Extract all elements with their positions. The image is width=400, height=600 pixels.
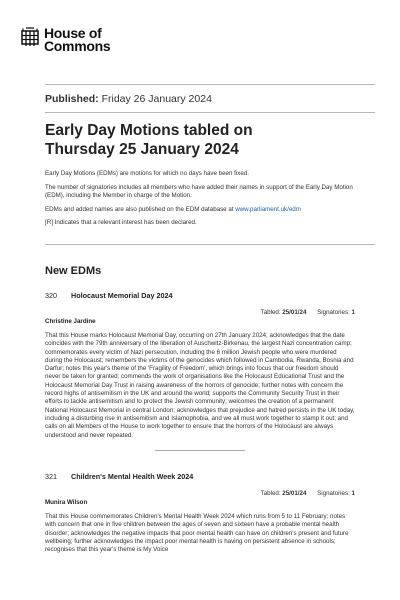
tabled-label: Tabled:: [260, 490, 281, 497]
edm-member: Munira Wilson: [45, 499, 88, 506]
edm-separator: [155, 450, 245, 451]
intro-paragraph-2: The number of signatories includes all members who have added their names in support of the Early Day Motion (EDM), including the Member in charge of the Motion.: [45, 183, 353, 200]
tabled-date: 25/01/24: [282, 490, 307, 497]
title-line-2: Thursday 25 January 2024: [45, 141, 239, 158]
edm-meta: [45, 490, 355, 497]
edm-text: That this House commemorates Children's Mental Health Week 2024 which runs from 5 to 11 February; notes with concern that one in five children between the ages of seven and sixteen have a probable mental health disorder; acknowledges the negative impacts that poor mental health can have on children's present and future wellbeing; further acknowledges the impact poor mental health is having on persistent absence in schools; recognises that this year's theme is My Voice: [45, 513, 349, 554]
tabled-date: 25/01/24: [282, 309, 307, 316]
edm-meta: [45, 309, 355, 316]
published-line: [45, 93, 212, 105]
signatories-label: Signatories:: [317, 309, 350, 316]
intro-paragraph-3: [45, 206, 355, 215]
edm-item-321: [45, 472, 355, 554]
edm-text: That this House marks Holocaust Memorial Day, occurring on 27th January 2024; acknowledges that the date coincides with the 79th anniversary of the liberation of Auschwitz-Birkenau, the largest Nazi concentration camp; commemorates every victim of Nazi persecution, including the 6 million Jewish people who were murdered during the Holocaust; remembers the victims of the genocides which followed in Cambodia, Rwanda, Bosnia and Darfur; notes this year's theme of the 'Fragility of Freedom', which brings into focus that our freedom should never be taken for granted; commends the work of organisations like the Holocaust Educational Trust and the Holocaust Memorial Day Trust in raising awareness of the horrors of genocide; further notes with concern the record highs of antisemitism in the UK and around the world; supports the Community Security Trust in their efforts to tackle antisemitism and to protect the Jewish community; welcomes the creation of a permanent National Holocaust Memorial in central London; acknowledges that prejudice and hatred persists in the UK today, including a disturbing rise in antisemitism and Islamophobia, and we all must work together to stamp it out; and calls on all Members of the House to work together to ensure that the horrors of the Holocaust are always understood and never repeated.: [45, 332, 355, 439]
edm-number: 321: [45, 472, 57, 481]
page-title: [45, 121, 365, 159]
intro-paragraph-3-text: EDMs and added names are also published on the EDM database at: [45, 205, 236, 213]
intro-paragraph-1: Early Day Motions (EDMs) are motions for which no days have been fixed.: [45, 170, 249, 177]
edm-header: [45, 472, 355, 481]
signatories-count: 1: [351, 490, 355, 497]
edm-title: Holocaust Memorial Day 2024: [71, 291, 173, 300]
edm-member: Christine Jardine: [45, 318, 96, 325]
logo-line-1: House of: [44, 25, 102, 41]
published-divider: [45, 112, 375, 113]
house-of-commons-logo: [20, 27, 110, 53]
edm-database-link[interactable]: www.parliament.uk/edm: [235, 205, 301, 213]
edm-item-320: [45, 291, 355, 451]
section-title: New EDMs: [45, 265, 102, 277]
intro-divider: [45, 244, 375, 245]
intro-notes: [45, 170, 355, 233]
top-divider: [45, 84, 375, 85]
edm-title: Children's Mental Health Week 2024: [71, 472, 194, 481]
edm-header: [45, 291, 355, 300]
signatories-count: 1: [351, 309, 355, 316]
title-line-1: Early Day Motions tabled on: [45, 122, 253, 139]
signatories-label: Signatories:: [317, 490, 350, 497]
edm-number: 320: [45, 291, 57, 300]
published-date: Friday 26 January 2024: [101, 93, 212, 105]
logo-line-2: Commons: [44, 38, 111, 54]
portcullis-icon: [20, 27, 40, 47]
intro-paragraph-4: [R] Indicates that a relevant interest has been declared.: [45, 219, 197, 227]
tabled-label: Tabled:: [260, 309, 281, 316]
published-label: Published:: [45, 93, 99, 105]
